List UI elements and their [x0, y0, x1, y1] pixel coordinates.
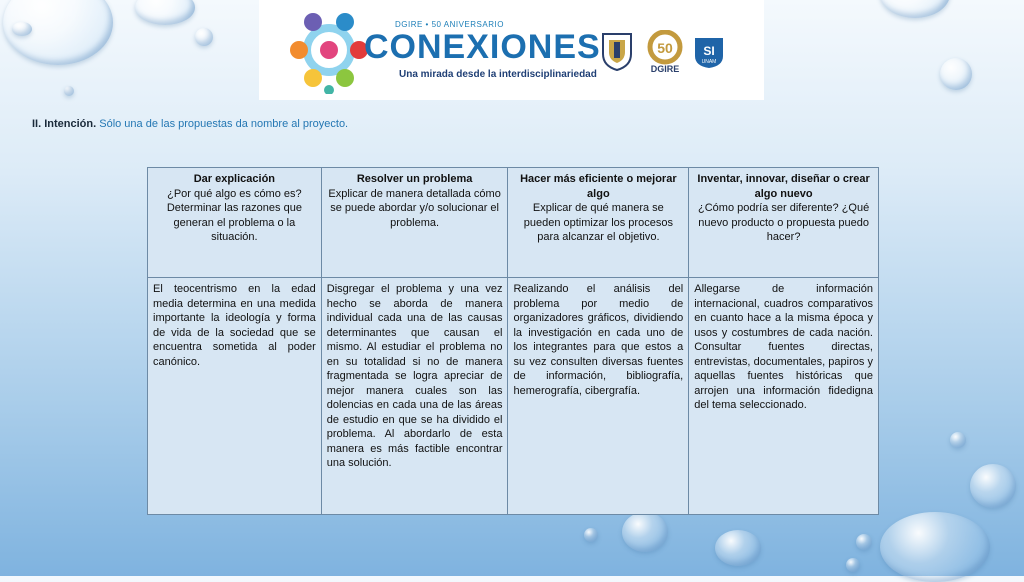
water-drop-decoration: [584, 528, 598, 542]
svg-text:50: 50: [657, 40, 673, 56]
water-drop-decoration: [846, 558, 860, 572]
table-cell: Realizando el análisis del problema por medio de organizadores gráficos, dividiendo la investigación en cada uno de los integrantes para que estos a su vez consulten diversas fuentes de información, bibliografía, hemerografía, cibergrafía.: [508, 278, 689, 515]
conexiones-banner: [259, 0, 764, 100]
column-description: Explicar de qué manera se pueden optimizar los procesos para alcanzar el objetivo.: [523, 202, 673, 244]
column-title: Inventar, innovar, diseñar o crear algo nuevo: [697, 173, 870, 200]
water-drop-decoration: [195, 28, 213, 46]
table-header-cell: [689, 168, 879, 278]
table-cell: Disgregar el problema y una vez hecho se aborda de manera individual cada una de las causas determinantes que causan el mismo. Al estudiar el problema no en su totalidad si no de manera fragmentada se logra apreciar de mejor manera cuales son las dolencias en cada una de las áreas de estudio en que se ha dividido el problema. Al abordarlo de esta manera es más factible encontrar una solución.: [321, 278, 508, 515]
column-title: Resolver un problema: [356, 173, 473, 185]
water-drop-decoration: [715, 530, 761, 566]
column-title: Dar explicación: [193, 173, 276, 185]
project-proposals-table: [147, 167, 879, 515]
water-drop-decoration: [970, 464, 1016, 508]
banner-anniversary-text: DGIRE • 50 ANIVERSARIO: [395, 20, 504, 29]
water-drop-decoration: [12, 22, 32, 36]
intent-label: II. Intención.: [32, 118, 97, 130]
table-row: [148, 278, 879, 515]
si-sub-label: UNAM: [701, 59, 717, 65]
table-header-cell: [148, 168, 322, 278]
si-label: SI: [703, 44, 715, 58]
water-drop-decoration: [135, 0, 195, 25]
column-title: Hacer más eficiente o mejorar algo: [520, 173, 677, 200]
table-header-cell: [508, 168, 689, 278]
dgire-50-logo-icon: [644, 30, 686, 74]
intent-text: Sólo una de las propuestas da nombre al proyecto.: [99, 118, 349, 130]
table-header-cell: [321, 168, 508, 278]
water-drop-decoration: [940, 58, 972, 90]
column-description: ¿Cómo podría ser diferente? ¿Qué nuevo producto o propuesta puedo hacer?: [698, 202, 870, 244]
si-unam-logo-icon: [691, 34, 727, 70]
water-drop-decoration: [622, 512, 668, 552]
unam-crest-icon: [599, 30, 635, 72]
dgire-label: DGIRE: [650, 64, 680, 74]
column-description: ¿Por qué algo es cómo es? Determinar las razones que generan el problema o la situación.: [166, 187, 302, 244]
table-cell: Allegarse de información internacional, cuadros comparativos en cuanto hace a la misma época y usos y costumbres de cada nación. Consultar fuentes directas, entrevistas, documentales, papiros y aquellas fuentes históricas que arrojen una información fidedigna del tema seleccionado.: [689, 278, 879, 515]
water-drop-decoration: [950, 432, 966, 448]
table-header-row: [148, 168, 879, 278]
banner-title: CONEXIONES: [364, 28, 601, 66]
banner-subtitle: Una mirada desde la interdisciplinariedad: [399, 69, 597, 80]
water-drop-decoration: [880, 0, 950, 18]
intent-line: [32, 118, 348, 130]
column-description: Explicar de manera detallada cómo se puede abordar y/o solucionar el problema.: [328, 187, 501, 229]
conexiones-logo-icon: [289, 6, 369, 94]
water-drop-decoration: [880, 512, 990, 582]
water-drop-decoration: [64, 86, 74, 96]
water-drop-decoration: [856, 534, 872, 550]
table-cell: El teocentrismo en la edad media determina en una medida importante la ideología y forma de vida de la sociedad que se encuentra sometida al poder canónico.: [148, 278, 322, 515]
